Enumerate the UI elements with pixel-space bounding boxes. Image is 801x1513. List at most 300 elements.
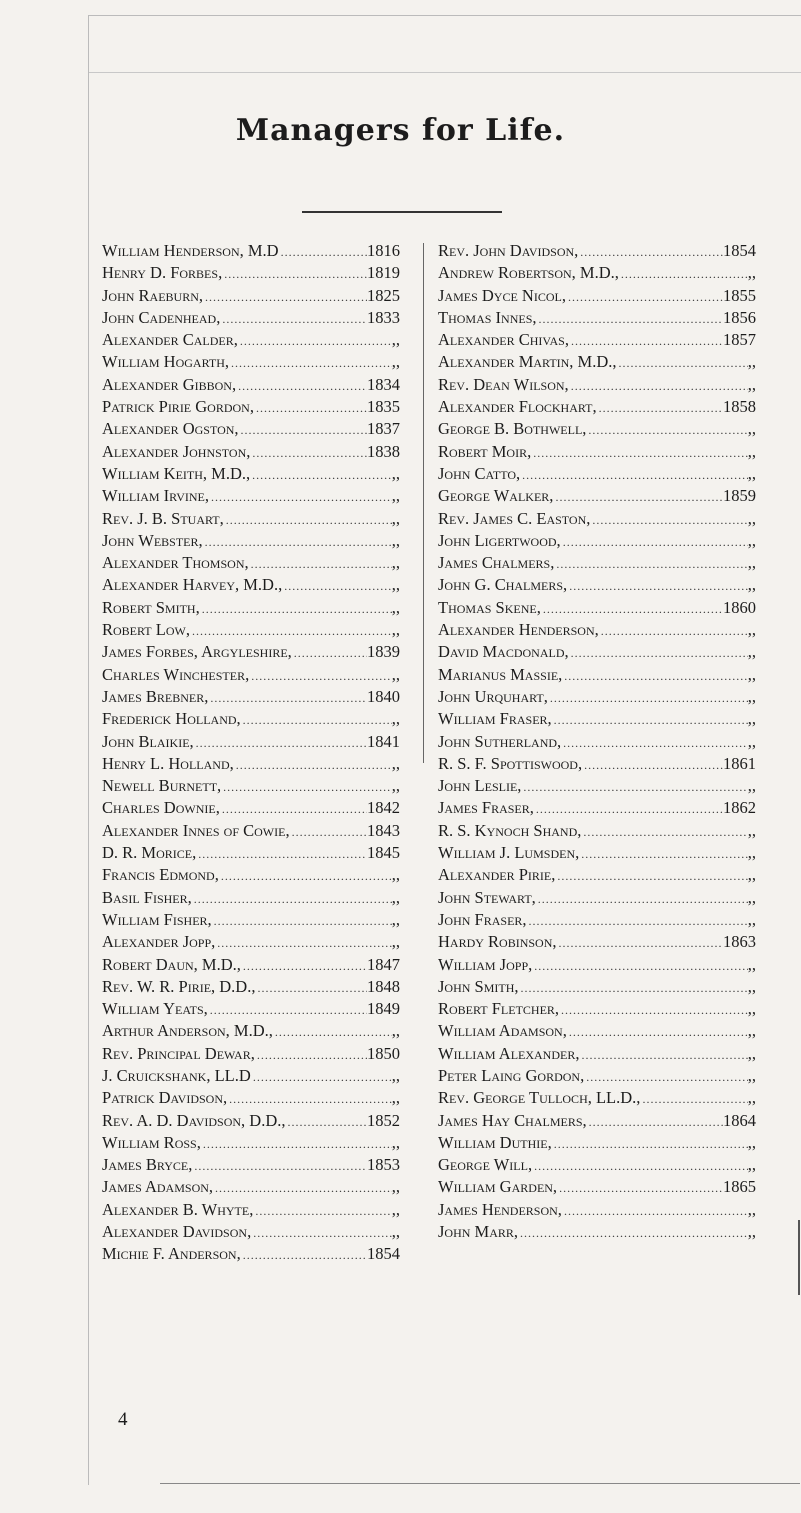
dot-leader [249, 553, 392, 575]
manager-entry [438, 775, 756, 797]
manager-year: 1852 [367, 1110, 400, 1130]
manager-year: 1864 [723, 1110, 756, 1130]
manager-name: John Ligertwood, [438, 530, 561, 550]
manager-entry [438, 797, 756, 819]
manager-entry [438, 909, 756, 931]
dot-leader [578, 241, 723, 263]
manager-entry [438, 820, 756, 842]
manager-name: Robert Smith, [102, 597, 200, 617]
manager-name: Thomas Skene, [438, 597, 541, 617]
manager-name: James Dyce Nicol, [438, 285, 566, 305]
manager-year: ,, [747, 954, 756, 974]
manager-year: ,, [747, 999, 756, 1019]
manager-entry [438, 351, 756, 373]
dot-leader [219, 865, 392, 887]
manager-entry [102, 329, 400, 351]
manager-name: George Walker, [438, 486, 554, 506]
manager-year: ,, [747, 620, 756, 640]
dot-leader [557, 932, 723, 954]
manager-year: ,, [391, 508, 400, 528]
manager-name: Robert Low, [102, 620, 190, 640]
manager-name: Alexander Davidson, [102, 1222, 252, 1242]
manager-year: 1839 [367, 642, 400, 662]
manager-year: ,, [747, 776, 756, 796]
dot-leader [236, 375, 367, 397]
dot-leader [532, 955, 748, 977]
manager-entry [438, 954, 756, 976]
manager-year: 1862 [723, 798, 756, 818]
manager-entry [438, 574, 756, 596]
manager-name: James Fraser, [438, 798, 534, 818]
manager-name: Rev. J. B. Stuart, [102, 508, 224, 528]
manager-year: ,, [747, 463, 756, 483]
manager-name: Alexander Harvey, M.D., [102, 575, 283, 595]
manager-year: ,, [747, 1132, 756, 1152]
dot-leader [557, 1177, 723, 1199]
manager-name: John Leslie, [438, 776, 522, 796]
dot-leader [567, 575, 748, 597]
page-edge-shadow [798, 1220, 800, 1295]
manager-entry [102, 797, 400, 819]
manager-name: Hardy Robinson, [438, 932, 557, 952]
manager-year: ,, [391, 553, 400, 573]
manager-year: ,, [747, 865, 756, 885]
page-border-top-inner [88, 72, 801, 73]
manager-entry [438, 887, 756, 909]
dot-leader [200, 598, 392, 620]
manager-entry [102, 240, 400, 262]
manager-year: ,, [391, 776, 400, 796]
manager-year: ,, [747, 553, 756, 573]
dot-leader [224, 509, 392, 531]
manager-name: John Blaikie, [102, 731, 194, 751]
manager-year: ,, [391, 1065, 400, 1085]
manager-entry [438, 1154, 756, 1176]
manager-year: 1833 [367, 307, 400, 327]
manager-entry [438, 597, 756, 619]
dot-leader [579, 1044, 747, 1066]
dot-leader [220, 798, 367, 820]
manager-entry [438, 931, 756, 953]
manager-year: ,, [747, 575, 756, 595]
manager-name: Charles Winchester, [102, 664, 250, 684]
page-heading: Managers for Life. [235, 113, 566, 148]
dot-leader [192, 1155, 367, 1177]
manager-year: 1834 [367, 374, 400, 394]
manager-entry [102, 351, 400, 373]
manager-name: William Adamson, [438, 1021, 567, 1041]
dot-leader [290, 821, 367, 843]
manager-entry [102, 441, 400, 463]
dot-leader [531, 442, 748, 464]
manager-entry [438, 262, 756, 284]
dot-leader [553, 486, 723, 508]
manager-year: ,, [391, 597, 400, 617]
dot-leader [548, 687, 748, 709]
dot-leader [241, 709, 392, 731]
manager-entry [102, 1154, 400, 1176]
manager-entry [438, 374, 756, 396]
manager-name: John Marr, [438, 1222, 519, 1242]
manager-year: ,, [391, 664, 400, 684]
dot-leader [534, 798, 723, 820]
manager-entry [438, 731, 756, 753]
manager-name: Rev. James C. Easton, [438, 508, 591, 528]
dot-leader [227, 1088, 392, 1110]
dot-leader [518, 1222, 748, 1244]
manager-year: ,, [747, 642, 756, 662]
dot-leader [203, 286, 367, 308]
dot-leader [222, 263, 367, 285]
manager-entry [102, 1020, 400, 1042]
manager-name: John G. Chalmers, [438, 575, 568, 595]
manager-name: Michie F. Anderson, [102, 1244, 241, 1264]
manager-entry [438, 864, 756, 886]
dot-leader [292, 642, 367, 664]
manager-entry [438, 485, 756, 507]
manager-name: Basil Fisher, [102, 887, 192, 907]
dot-leader [520, 464, 748, 486]
dot-leader [201, 1133, 392, 1155]
dot-leader [537, 308, 723, 330]
manager-name: Alexander Johnston, [102, 441, 251, 461]
manager-year: ,, [747, 709, 756, 729]
manager-name: William Fisher, [102, 909, 212, 929]
manager-entry [438, 463, 756, 485]
manager-name: William Duthie, [438, 1132, 552, 1152]
manager-year: ,, [747, 508, 756, 528]
dot-leader [215, 932, 391, 954]
manager-entry [102, 686, 400, 708]
manager-year: 1840 [367, 686, 400, 706]
dot-leader [555, 865, 747, 887]
dot-leader [220, 308, 367, 330]
dot-leader [279, 241, 367, 263]
manager-name: William Alexander, [438, 1043, 580, 1063]
manager-year: ,, [391, 486, 400, 506]
manager-entry [102, 463, 400, 485]
manager-year: 1859 [723, 486, 756, 506]
manager-year: ,, [391, 865, 400, 885]
manager-year: ,, [391, 1132, 400, 1152]
manager-name: Patrick Pirie Gordon, [102, 397, 254, 417]
manager-entry [438, 285, 756, 307]
manager-name: Newell Burnett, [102, 776, 222, 796]
manager-year: ,, [391, 1021, 400, 1041]
manager-name: Henry D. Forbes, [102, 263, 223, 283]
manager-name: John Sutherland, [438, 731, 562, 751]
manager-entry [102, 842, 400, 864]
dot-leader [561, 732, 748, 754]
manager-year: 1848 [367, 976, 400, 996]
manager-year: ,, [747, 1088, 756, 1108]
manager-name: Rev. George Tulloch, LL.D., [438, 1088, 641, 1108]
manager-year: ,, [747, 1155, 756, 1175]
manager-name: Robert Fletcher, [438, 999, 560, 1019]
manager-year: 1861 [723, 753, 756, 773]
manager-year: ,, [391, 887, 400, 907]
manager-entry [102, 307, 400, 329]
manager-entry [102, 552, 400, 574]
manager-entry [102, 708, 400, 730]
manager-entry [438, 307, 756, 329]
dot-leader [619, 263, 748, 285]
dot-leader [249, 665, 392, 687]
manager-entry [438, 708, 756, 730]
dot-leader [527, 910, 748, 932]
manager-name: Alexander Flockhart, [438, 397, 597, 417]
manager-entry [438, 508, 756, 530]
manager-year: 1845 [367, 843, 400, 863]
dot-leader [190, 620, 392, 642]
manager-year: 1837 [367, 419, 400, 439]
dot-leader [238, 330, 392, 352]
dot-leader [552, 709, 748, 731]
manager-entry [438, 976, 756, 998]
manager-entry [438, 240, 756, 262]
dot-leader [640, 1088, 747, 1110]
manager-year: 1842 [367, 798, 400, 818]
manager-year: ,, [747, 419, 756, 439]
dot-leader [519, 977, 748, 999]
manager-year: ,, [747, 352, 756, 372]
manager-name: Peter Laing Gordon, [438, 1065, 585, 1085]
dot-leader [586, 419, 747, 441]
manager-entry [438, 552, 756, 574]
manager-name: John Cadenhead, [102, 307, 221, 327]
manager-name: Frederick Holland, [102, 709, 241, 729]
manager-entry [102, 954, 400, 976]
dot-leader [229, 352, 392, 374]
manager-year: 1835 [367, 397, 400, 417]
manager-entry [102, 574, 400, 596]
manager-entry [438, 1132, 756, 1154]
manager-year: 1853 [367, 1155, 400, 1175]
manager-entry [102, 1176, 400, 1198]
manager-name: Alexander Gibbon, [102, 374, 237, 394]
manager-year: ,, [747, 731, 756, 751]
manager-entry [438, 530, 756, 552]
manager-entry [102, 909, 400, 931]
manager-year: 1825 [367, 285, 400, 305]
manager-name: James Henderson, [438, 1199, 562, 1219]
manager-year: 1854 [367, 1244, 400, 1264]
manager-year: ,, [391, 1222, 400, 1242]
page-border-top [88, 15, 801, 16]
manager-entry [438, 418, 756, 440]
manager-year: ,, [391, 1199, 400, 1219]
manager-year: 1819 [367, 263, 400, 283]
manager-year: 1863 [723, 932, 756, 952]
manager-name: Rev. W. R. Pirie, D.D., [102, 976, 256, 996]
dot-leader [541, 598, 723, 620]
manager-entry [102, 619, 400, 641]
manager-name: William Jopp, [438, 954, 533, 974]
manager-name: Rev. John Davidson, [438, 241, 579, 260]
manager-year: 1841 [367, 731, 400, 751]
manager-year: ,, [391, 1088, 400, 1108]
dot-leader [554, 553, 747, 575]
manager-year: ,, [391, 932, 400, 952]
dot-leader [251, 1222, 392, 1244]
dot-leader [569, 642, 748, 664]
manager-name: Arthur Anderson, M.D., [102, 1021, 273, 1041]
manager-entry [102, 1221, 400, 1243]
manager-name: Robert Daun, M.D., [102, 954, 241, 974]
manager-name: William Yeats, [102, 999, 208, 1019]
manager-entry [102, 775, 400, 797]
manager-year: ,, [747, 1222, 756, 1242]
manager-name: John Catto, [438, 463, 521, 483]
dot-leader [617, 352, 748, 374]
dot-leader [213, 1177, 392, 1199]
manager-name: R. S. F. Spottiswood, [438, 753, 583, 773]
manager-entry [102, 374, 400, 396]
manager-year: 1854 [723, 241, 756, 260]
manager-year: 1838 [367, 441, 400, 461]
dot-leader [250, 442, 367, 464]
dot-leader [559, 999, 748, 1021]
dot-leader [208, 999, 367, 1021]
manager-name: William Fraser, [438, 709, 552, 729]
manager-entry [102, 1132, 400, 1154]
manager-name: Alexander Jopp, [102, 932, 216, 952]
manager-year: ,, [391, 530, 400, 550]
manager-year: 1850 [367, 1043, 400, 1063]
column-divider [423, 243, 424, 763]
manager-name: R. S. Kynoch Shand, [438, 820, 582, 840]
manager-name: William Hogarth, [102, 352, 230, 372]
manager-name: John Urquhart, [438, 686, 548, 706]
manager-name: William J. Lumsden, [438, 843, 580, 863]
manager-entry [102, 1065, 400, 1087]
manager-year: ,, [747, 1043, 756, 1063]
left-column-list [102, 240, 400, 1266]
dot-leader [212, 910, 392, 932]
heading-rule [302, 211, 502, 213]
manager-year: 1860 [723, 597, 756, 617]
manager-entry [102, 530, 400, 552]
manager-name: Alexander Thomson, [102, 553, 249, 573]
dot-leader [599, 620, 748, 642]
dot-leader [561, 531, 748, 553]
manager-entry [102, 664, 400, 686]
manager-entry [102, 641, 400, 663]
manager-entry [102, 864, 400, 886]
manager-entry [102, 285, 400, 307]
page-number: 4 [118, 1409, 128, 1430]
dot-leader [552, 1133, 748, 1155]
manager-year: ,, [391, 352, 400, 372]
manager-year: ,, [747, 909, 756, 929]
manager-entry [102, 820, 400, 842]
manager-entry [438, 329, 756, 351]
manager-entry [438, 1176, 756, 1198]
manager-entry [102, 753, 400, 775]
manager-year: ,, [747, 1065, 756, 1085]
manager-entry [438, 998, 756, 1020]
manager-year: ,, [391, 1177, 400, 1197]
manager-entry [438, 1065, 756, 1087]
dot-leader [567, 1021, 748, 1043]
manager-year: 1843 [367, 820, 400, 840]
manager-entry [102, 396, 400, 418]
manager-name: William Keith, M.D., [102, 463, 251, 483]
manager-entry [102, 418, 400, 440]
manager-entry [102, 887, 400, 909]
manager-name: John Fraser, [438, 909, 527, 929]
manager-year: ,, [747, 1199, 756, 1219]
manager-entry [102, 597, 400, 619]
manager-name: David Macdonald, [438, 642, 569, 662]
manager-name: James Brebner, [102, 686, 209, 706]
manager-year: ,, [391, 709, 400, 729]
manager-entry [102, 931, 400, 953]
manager-name: Andrew Robertson, M.D., [438, 263, 619, 283]
manager-year: ,, [747, 1021, 756, 1041]
manager-name: George Will, [438, 1155, 533, 1175]
manager-name: William Ross, [102, 1132, 201, 1152]
dot-leader [587, 1111, 723, 1133]
manager-year: 1847 [367, 954, 400, 974]
dot-leader [569, 375, 748, 397]
manager-name: James Adamson, [102, 1177, 214, 1197]
manager-year: ,, [747, 441, 756, 461]
manager-entry [438, 842, 756, 864]
manager-name: D. R. Morice, [102, 843, 197, 863]
manager-year: 1857 [723, 330, 756, 350]
manager-entry [438, 619, 756, 641]
manager-entry [102, 1043, 400, 1065]
manager-entry [102, 731, 400, 753]
manager-year: ,, [391, 753, 400, 773]
manager-name: Alexander Calder, [102, 330, 238, 350]
manager-year: ,, [747, 530, 756, 550]
manager-year: 1816 [367, 241, 400, 260]
manager-year: ,, [747, 664, 756, 684]
manager-entry [102, 1087, 400, 1109]
manager-entry [438, 1221, 756, 1243]
dot-leader [251, 1066, 392, 1088]
manager-entry [102, 1199, 400, 1221]
dot-leader [584, 1066, 748, 1088]
manager-entry [438, 664, 756, 686]
dot-leader [253, 1200, 391, 1222]
manager-name: Francis Edmond, [102, 865, 219, 885]
dot-leader [255, 977, 367, 999]
manager-name: Patrick Davidson, [102, 1088, 228, 1108]
manager-name: Alexander Innes of Cowie, [102, 820, 290, 840]
manager-entry [438, 1087, 756, 1109]
manager-entry [102, 998, 400, 1020]
manager-entry [438, 1199, 756, 1221]
right-column-list [438, 240, 756, 1243]
manager-entry [438, 396, 756, 418]
dot-leader [234, 754, 392, 776]
manager-name: James Hay Chalmers, [438, 1110, 587, 1130]
manager-year: 1849 [367, 999, 400, 1019]
manager-entry [102, 485, 400, 507]
manager-name: Alexander Henderson, [438, 620, 599, 640]
manager-name: James Chalmers, [438, 553, 555, 573]
dot-leader [255, 1044, 367, 1066]
manager-year: ,, [747, 887, 756, 907]
manager-name: William Garden, [438, 1177, 558, 1197]
manager-name: William Irvine, [102, 486, 210, 506]
manager-year: 1856 [723, 307, 756, 327]
manager-year: ,, [747, 686, 756, 706]
manager-entry [102, 262, 400, 284]
